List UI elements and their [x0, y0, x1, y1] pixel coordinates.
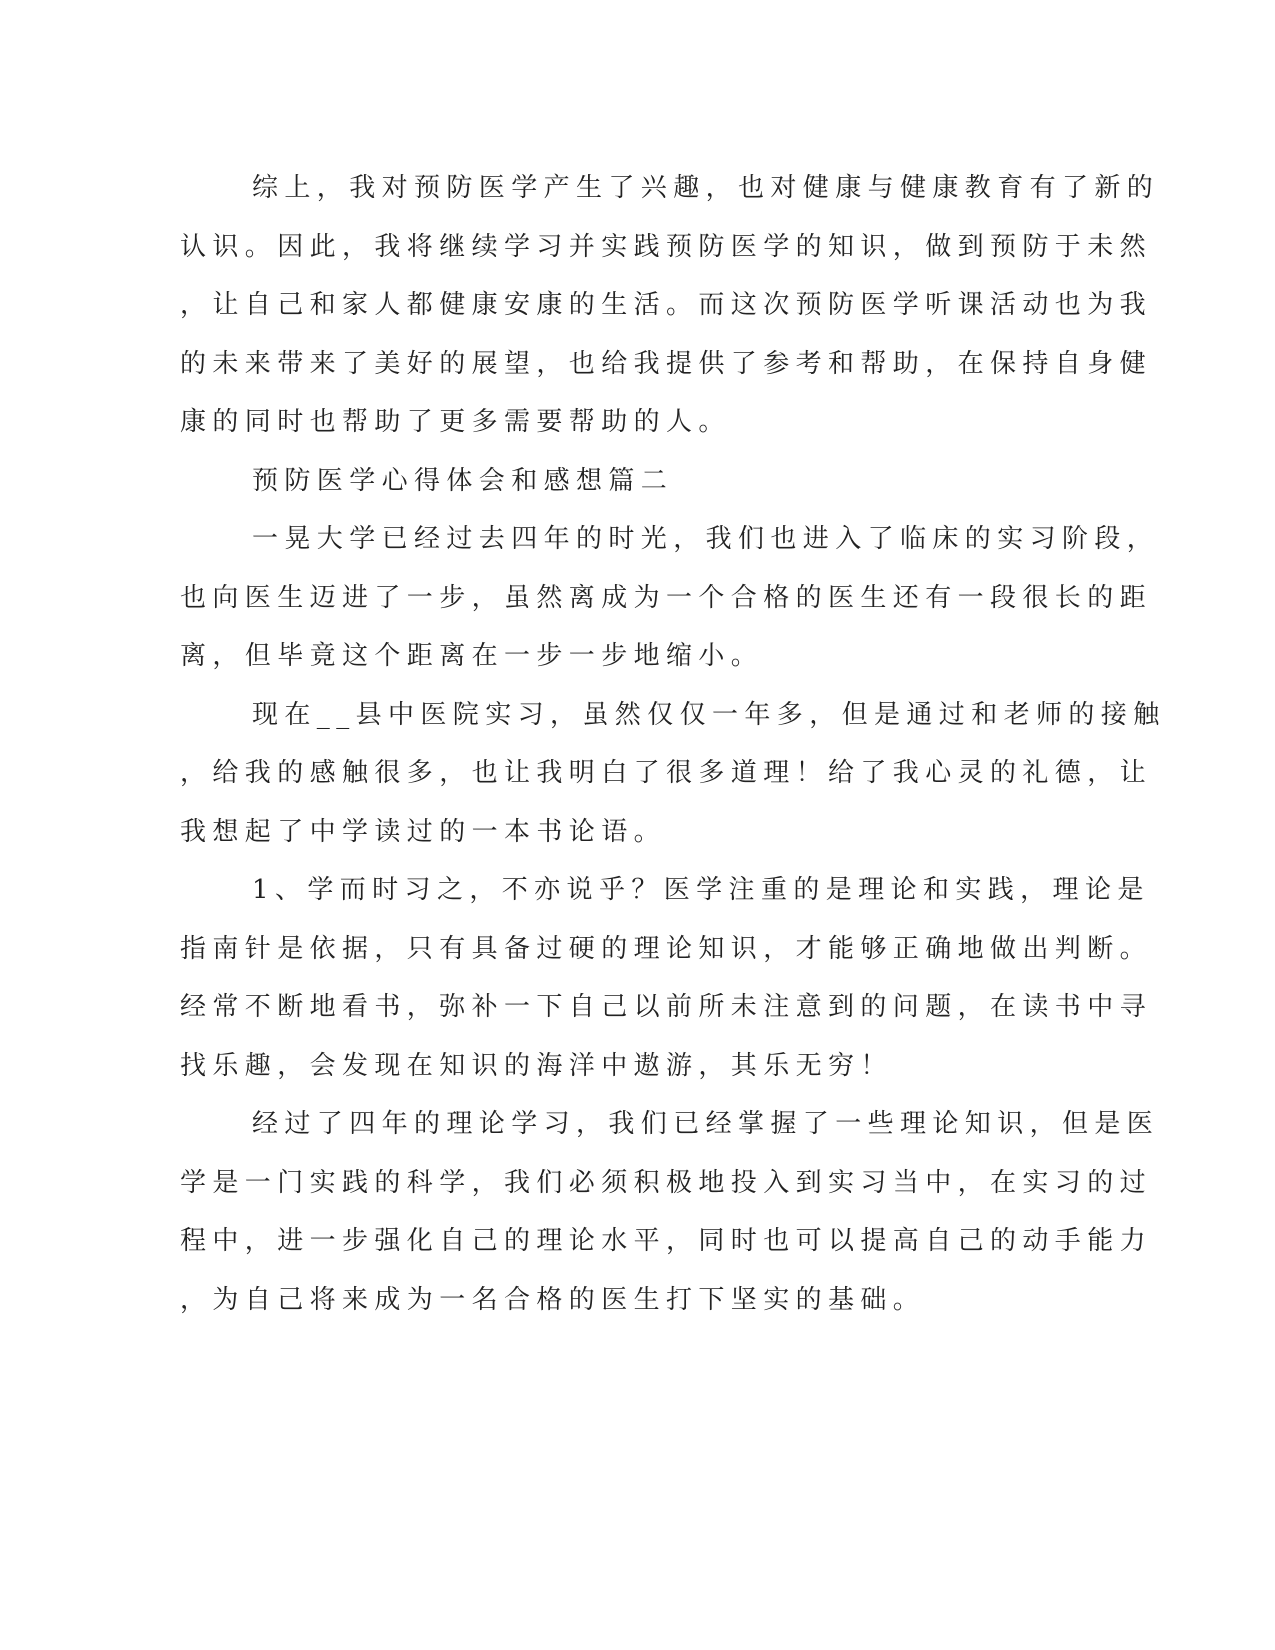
text-line: 指南针是依据，只有具备过硬的理论知识，才能够正确地做出判断。	[180, 933, 1153, 964]
text-line: 找乐趣，会发现在知识的海洋中遨游，其乐无穷！	[180, 1050, 893, 1081]
text-line: 综上，我对预防医学产生了兴趣，也对健康与健康教育有了新的	[252, 173, 1160, 203]
text-line: 认识。因此，我将继续学习并实践预防医学的知识，做到预防于未然	[180, 231, 1153, 262]
text-line: 我想起了中学读过的一本书论语。	[180, 816, 667, 847]
section-heading	[180, 452, 1040, 511]
paragraph-point-1	[180, 861, 1153, 1095]
text-line: 一晃大学已经过去四年的时光，我们也进入了临床的实习阶段，	[252, 524, 1160, 554]
text-line: 的未来带来了美好的展望，也给我提供了参考和帮助，在保持自身健	[180, 348, 1153, 379]
text-line: 康的同时也帮助了更多需要帮助的人。	[180, 407, 731, 437]
text-line: 程中，进一步强化自己的理论水平，同时也可以提高自己的动手能力	[180, 1226, 1153, 1256]
text-line: 经过了四年的理论学习，我们已经掌握了一些理论知识，但是医	[252, 1109, 1160, 1139]
text-line: ，为自己将来成为一名合格的医生打下坚实的基础。	[180, 1284, 926, 1315]
text-line: 预防医学心得体会和感想篇二	[252, 465, 674, 496]
paragraph-intro	[180, 510, 1160, 686]
text-line: ，让自己和家人都健康安康的生活。而这次预防医学听课活动也为我	[180, 290, 1153, 320]
paragraph-summary	[180, 159, 1160, 452]
text-line: ，给我的感触很多，也让我明白了很多道理！给了我心灵的礼德，让	[180, 758, 1153, 788]
paragraph-practice	[180, 1095, 1160, 1329]
text-line: 现在__县中医院实习，虽然仅仅一年多，但是通过和老师的接触	[252, 699, 1166, 730]
text-line: 1、学而时习之，不亦说乎？医学注重的是理论和实践，理论是	[252, 875, 1150, 905]
text-line: 经常不断地看书，弥补一下自己以前所未注意到的问题，在读书中寻	[180, 992, 1153, 1022]
text-line: 也向医生迈进了一步，虽然离成为一个合格的医生还有一段很长的距	[180, 582, 1153, 613]
document-body	[180, 159, 1166, 1329]
text-line: 学是一门实践的科学，我们必须积极地投入到实习当中，在实习的过	[180, 1167, 1153, 1198]
paragraph-hospital	[180, 686, 1166, 862]
text-line: 离，但毕竟这个距离在一步一步地缩小。	[180, 641, 764, 671]
